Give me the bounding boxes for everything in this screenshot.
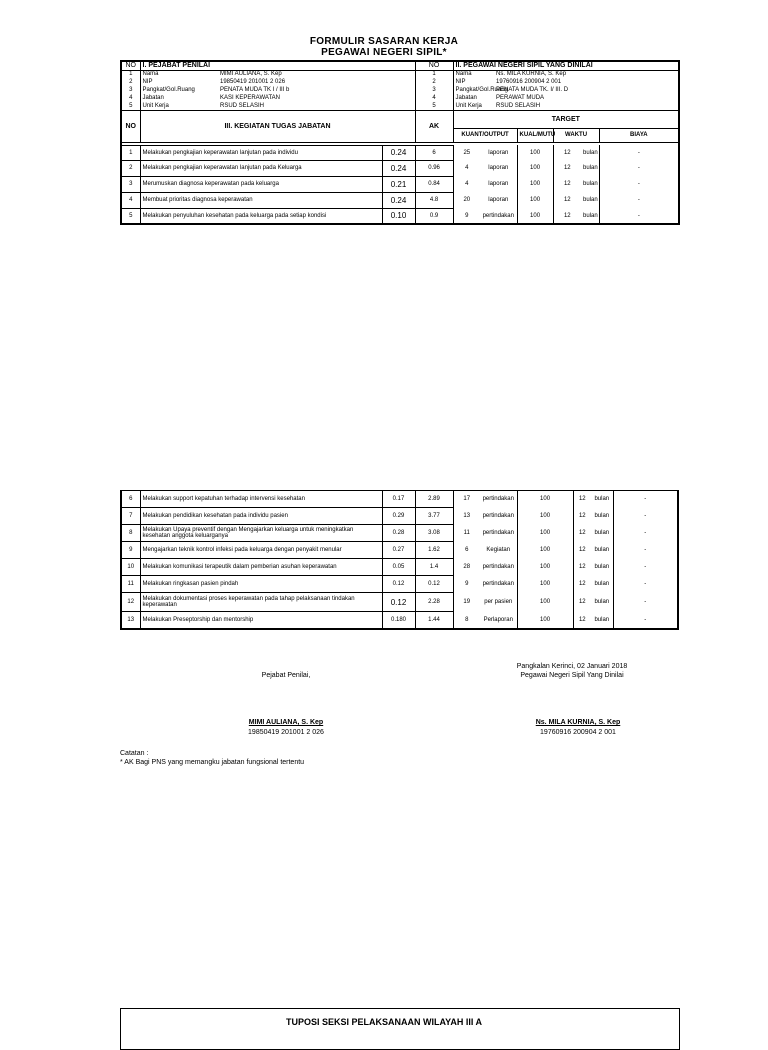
info-label: Nama: [140, 70, 218, 78]
info-value: MIMI AULIANA, S. Kep: [220, 71, 282, 78]
row-no: 6: [121, 491, 140, 508]
signature-right-name: Ns. MILA KURNIA, S. Kep: [535, 719, 621, 726]
row-cost: -: [599, 192, 679, 208]
row-ak-unit: 0.28: [382, 525, 415, 542]
row-ak: 6: [415, 145, 453, 160]
col-header-kuant: KUANT/OUTPUT: [453, 128, 517, 142]
row-time: 12: [553, 192, 581, 208]
table-row: [121, 612, 678, 629]
row-time-unit: bulan: [594, 530, 610, 536]
row-time: 12: [573, 508, 591, 525]
row-ak-unit: 0.05: [382, 559, 415, 576]
info-value: RSUD SELASIH: [496, 102, 541, 109]
row-quality: 100: [517, 145, 553, 160]
row-no: 1: [121, 145, 140, 160]
row-quality: 100: [517, 508, 573, 525]
row-activity: Melakukan dokumentasi proses keperawatan pada tahap pelaksanaan tindakan keperawatan: [140, 593, 382, 612]
row-qty: 4: [453, 176, 480, 192]
row-quality: 100: [517, 593, 573, 612]
row-output: pertindakan: [482, 581, 514, 587]
row-ak: 0.84: [415, 176, 453, 192]
row-cost: -: [599, 176, 679, 192]
table-row: [121, 508, 678, 525]
info-label: Unit Kerja: [140, 102, 218, 110]
row-ak: 3.08: [415, 525, 453, 542]
header-no-right: NO: [415, 61, 453, 70]
form-subtitle: PEGAWAI NEGERI SIPIL*: [321, 47, 447, 58]
row-ak-unit: 0.12: [382, 593, 415, 612]
signature-right-nip: 19760916 200904 2 001: [540, 729, 616, 736]
signature-left-name: MIMI AULIANA, S. Kep: [248, 719, 324, 726]
table-row: [121, 559, 678, 576]
row-output: pertindakan: [482, 496, 514, 503]
row-time-unit: bulan: [594, 496, 610, 503]
row-ak-unit: 0.24: [382, 192, 415, 208]
row-qty: 9: [453, 576, 480, 593]
row-activity: Melakukan support kepatuhan terhadap intervensi kesehatan: [140, 491, 382, 508]
row-no: 3: [121, 176, 140, 192]
row-qty: 6: [453, 542, 480, 559]
info-value: PENATA MUDA TK. I/ III. D: [496, 87, 569, 93]
row-quality: 100: [517, 542, 573, 559]
row-activity: Melakukan penyuluhan kesehatan pada keluarga pada setiap kondisi: [140, 208, 382, 224]
row-ak-unit: 0.10: [382, 208, 415, 224]
col-header-waktu: WAKTU: [553, 128, 599, 142]
row-no: 10: [121, 559, 140, 576]
info-label: NIP: [140, 78, 218, 86]
row-no: 11: [121, 576, 140, 593]
table-row: [121, 542, 678, 559]
row-cost: -: [613, 576, 678, 593]
info-no: 3: [121, 86, 140, 94]
row-no: 7: [121, 508, 140, 525]
row-time: 12: [553, 208, 581, 224]
row-ak-unit: 0.21: [382, 176, 415, 192]
info-row: [121, 70, 679, 78]
row-cost: -: [613, 559, 678, 576]
row-activity: Melakukan komunikasi terapeutik dalam pemberian asuhan keperawatan: [140, 559, 382, 576]
row-ak-unit: 0.24: [382, 160, 415, 176]
row-no: 4: [121, 192, 140, 208]
row-qty: 20: [453, 192, 480, 208]
row-ak: 2.28: [415, 593, 453, 612]
info-no: 1: [415, 70, 453, 78]
signature-left-nip: 19850419 201001 2 026: [248, 729, 324, 736]
row-qty: 17: [453, 491, 480, 508]
form-table-page2: [120, 490, 679, 630]
row-quality: 100: [517, 208, 553, 224]
row-ak-unit: 0.12: [382, 576, 415, 593]
col-header-kual: KUAL/MUTU: [517, 128, 553, 142]
row-qty: 19: [453, 593, 480, 612]
row-qty: 9: [453, 208, 480, 224]
col-header-biaya: BIAYA: [599, 128, 679, 142]
table-row: [121, 208, 679, 224]
info-label: NIP: [453, 78, 494, 86]
row-output: pertindakan: [482, 212, 514, 219]
row-no: 12: [121, 593, 140, 612]
info-label: Jabatan: [453, 94, 494, 102]
row-time: 12: [573, 491, 591, 508]
row-output: Kegiatan: [486, 547, 511, 553]
row-time: 12: [573, 576, 591, 593]
row-output: laporan: [488, 149, 509, 156]
row-no: 2: [121, 160, 140, 176]
info-value: RSUD SELASIH: [220, 102, 265, 109]
info-no: 4: [121, 94, 140, 102]
row-qty: 4: [453, 160, 480, 176]
row-cost: -: [613, 525, 678, 542]
row-quality: 100: [517, 192, 553, 208]
table-row: [121, 576, 678, 593]
signature-right-role: Pegawai Negeri Sipil Yang Dinilai: [520, 672, 624, 679]
row-quality: 100: [517, 612, 573, 629]
row-time-unit: bulan: [583, 165, 598, 171]
row-qty: 25: [453, 145, 480, 160]
table-row: [121, 525, 678, 542]
row-ak-unit: 0.29: [382, 508, 415, 525]
row-ak: 1.62: [415, 542, 453, 559]
row-cost: -: [599, 208, 679, 224]
table-row: [121, 491, 678, 508]
row-output: pertindakan: [482, 513, 514, 519]
info-label: Unit Kerja: [453, 102, 494, 110]
row-quality: 100: [517, 525, 573, 542]
info-no: 3: [415, 86, 453, 94]
row-activity: Melakukan pendidikan kesehatan pada individu pasien: [140, 508, 382, 525]
info-no: 5: [415, 102, 453, 110]
info-label: Pangkat/Gol.Ruang: [140, 86, 218, 94]
col-header-ak: AK: [415, 110, 453, 142]
row-time: 12: [573, 559, 591, 576]
row-activity: Melakukan ringkasan pasien pindah: [140, 576, 382, 593]
next-page-title: TUPOSI SEKSI PELAKSANAAN WILAYAH III A: [285, 1017, 483, 1027]
row-time: 12: [573, 542, 591, 559]
info-no: 4: [415, 94, 453, 102]
row-ak: 0.96: [415, 160, 453, 176]
row-qty: 13: [453, 508, 480, 525]
info-no: 2: [415, 78, 453, 86]
row-activity: Merumuskan diagnosa keperawatan pada keluarga: [140, 176, 382, 192]
table-row: [121, 160, 679, 176]
row-time-unit: bulan: [594, 599, 610, 605]
row-output: laporan: [488, 197, 509, 203]
info-value: PERAWAT MUDA: [496, 95, 545, 101]
info-value: Ns. MILA KURNIA, S. Kep: [496, 71, 567, 78]
row-ak-unit: 0.180: [382, 612, 415, 629]
notes-line: * AK Bagi PNS yang memangku jabatan fungsional tertentu: [120, 759, 305, 766]
row-no: 13: [121, 612, 140, 629]
row-cost: -: [613, 612, 678, 629]
row-activity: Melakukan Preseptorship dan mentorship: [140, 612, 382, 629]
row-ak: 2.89: [415, 491, 453, 508]
row-cost: -: [599, 145, 679, 160]
notes-label: Catatan :: [120, 750, 149, 757]
row-activity: Melakukan pengkajian keperawatan lanjutan pada Keluarga: [140, 160, 382, 176]
info-value: KASI KEPERAWATAN: [220, 95, 281, 101]
row-time-unit: bulan: [594, 581, 610, 587]
row-output: Perlaporan: [483, 616, 513, 623]
table-row: [121, 176, 679, 192]
col-header-no: NO: [121, 110, 140, 142]
row-time: 12: [553, 176, 581, 192]
row-time-unit: bulan: [594, 513, 610, 519]
header-no-left: NO: [121, 61, 140, 70]
row-time-unit: bulan: [583, 181, 598, 187]
info-no: 5: [121, 102, 140, 110]
row-qty: 11: [453, 525, 480, 542]
row-activity: Melakukan Upaya preventif dengan Mengajarkan keluarga untuk meningkatkan kesehatan anggota keluarganya: [140, 525, 382, 542]
row-no: 8: [121, 525, 140, 542]
row-ak: 1.4: [415, 559, 453, 576]
row-time: 12: [573, 525, 591, 542]
row-output: pertindakan: [482, 564, 514, 570]
row-quality: 100: [517, 576, 573, 593]
row-cost: -: [599, 160, 679, 176]
info-row: [121, 86, 679, 94]
row-output: pertindakan: [482, 530, 514, 536]
next-page-frame: [120, 1008, 680, 1050]
row-activity: Membuat prioritas diagnosa keperawatan: [140, 192, 382, 208]
row-activity: Melakukan pengkajian keperawatan lanjutan pada individu: [140, 145, 382, 160]
row-ak-unit: 0.27: [382, 542, 415, 559]
row-cost: -: [613, 491, 678, 508]
section-pns-dinilai: II. PEGAWAI NEGERI SIPIL YANG DINILAI: [453, 61, 679, 70]
row-quality: 100: [517, 491, 573, 508]
row-no: 5: [121, 208, 140, 224]
info-label: Jabatan: [140, 94, 218, 102]
row-time-unit: bulan: [594, 547, 610, 553]
row-time-unit: bulan: [583, 212, 598, 219]
info-label: Pangkat/Gol.Ruang: [453, 86, 494, 94]
section-pejabat-penilai: I. PEJABAT PENILAI: [140, 61, 415, 70]
row-ak: 0.9: [415, 208, 453, 224]
row-ak-unit: 0.24: [382, 145, 415, 160]
info-value: 19760916 200904 2 001: [496, 79, 562, 85]
row-qty: 8: [453, 612, 480, 629]
row-ak-unit: 0.17: [382, 491, 415, 508]
row-quality: 100: [517, 176, 553, 192]
info-row: [121, 94, 679, 102]
row-qty: 28: [453, 559, 480, 576]
col-header-activity: III. KEGIATAN TUGAS JABATAN: [140, 110, 415, 142]
row-activity: Mengajarkan teknik kontrol infeksi pada keluarga dengan penyakit menular: [140, 542, 382, 559]
row-ak: 1.44: [415, 612, 453, 629]
row-ak: 0.12: [415, 576, 453, 593]
form-table-page1: [120, 60, 680, 225]
table-row: [121, 192, 679, 208]
info-row: [121, 78, 679, 86]
form-title: FORMULIR SASARAN KERJA: [309, 36, 459, 47]
row-time-unit: bulan: [583, 149, 598, 156]
row-time-unit: bulan: [594, 616, 610, 623]
row-cost: -: [613, 508, 678, 525]
signature-left-role: Pejabat Penilai,: [261, 672, 311, 679]
row-time-unit: bulan: [583, 197, 598, 203]
col-header-target: TARGET: [453, 110, 679, 128]
row-no: 9: [121, 542, 140, 559]
row-output: per pasien: [484, 599, 513, 605]
row-time-unit: bulan: [594, 564, 610, 570]
info-value: 19850419 201001 2 026: [220, 79, 286, 85]
table-row: [121, 145, 679, 160]
row-time: 12: [573, 593, 591, 612]
info-value: PENATA MUDA TK I / III b: [220, 87, 290, 93]
row-ak: 3.77: [415, 508, 453, 525]
info-label: Nama: [453, 70, 494, 78]
row-cost: -: [613, 542, 678, 559]
row-output: laporan: [488, 181, 509, 187]
row-time: 12: [553, 160, 581, 176]
row-output: laporan: [488, 165, 509, 171]
info-no: 2: [121, 78, 140, 86]
info-row: [121, 102, 679, 110]
info-no: 1: [121, 70, 140, 78]
row-time: 12: [553, 145, 581, 160]
row-quality: 100: [517, 160, 553, 176]
table-row: [121, 593, 678, 612]
row-ak: 4.8: [415, 192, 453, 208]
row-time: 12: [573, 612, 591, 629]
signature-place-date: Pangkalan Kerinci, 02 Januari 2018: [516, 663, 628, 670]
row-quality: 100: [517, 559, 573, 576]
row-cost: -: [613, 593, 678, 612]
